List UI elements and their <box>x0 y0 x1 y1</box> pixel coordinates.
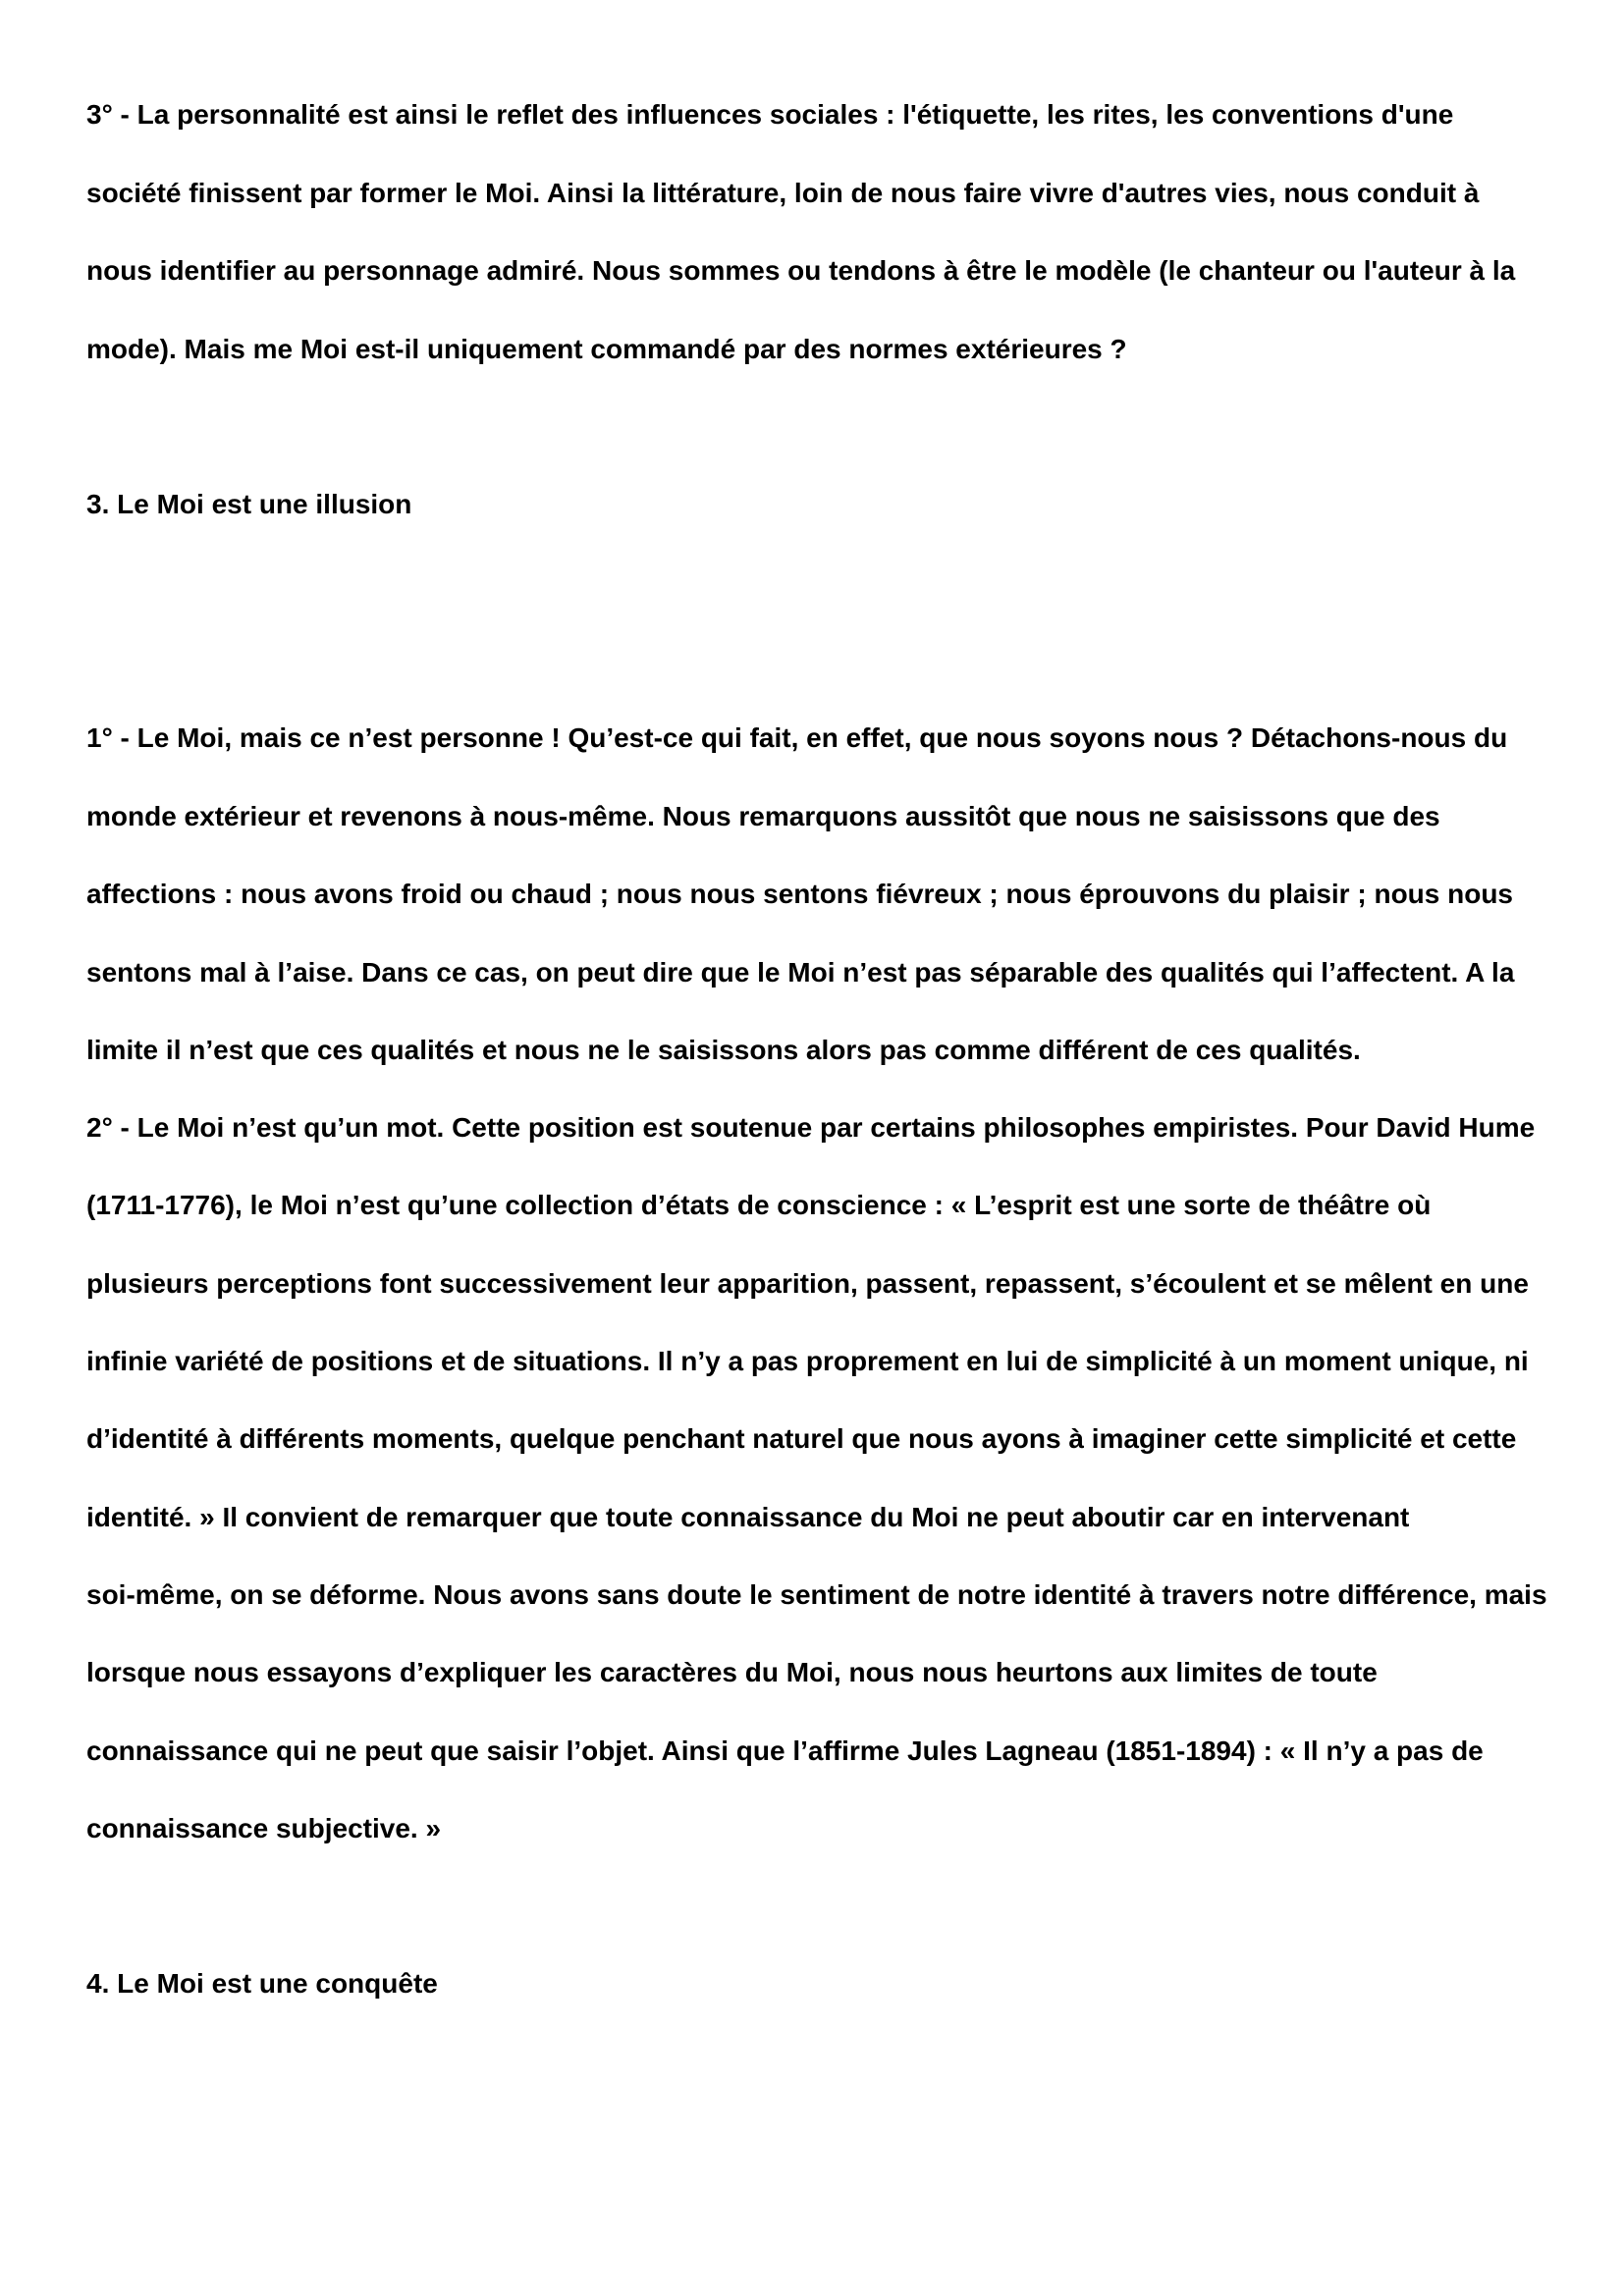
text-line: mode). Mais me Moi est-il uniquement commandé par des normes extérieures ? <box>86 334 1127 364</box>
text-line: soi-même, on se déforme. Nous avons sans doute le sentiment de notre identité à travers notre différence, mais <box>86 1579 1547 1610</box>
section-3-heading: 3. Le Moi est une illusion <box>86 489 412 519</box>
text-line: 3° - La personnalité est ainsi le reflet des influences sociales : l'étiquette, les rites, les conventions d'une <box>86 99 1454 130</box>
text-line: 2° - Le Moi n’est qu’un mot. Cette position est soutenue par certains philosophes empiristes. Pour David Hume <box>86 1112 1536 1143</box>
text-line: connaissance qui ne peut que saisir l’objet. Ainsi que l’affirme Jules Lagneau (1851-1894) : « Il n’y a pas de <box>86 1735 1484 1766</box>
text-line: société finissent par former le Moi. Ainsi la littérature, loin de nous faire vivre d'autres vies, nous conduit à <box>86 178 1480 208</box>
text-line: infinie variété de positions et de situations. Il n’y a pas proprement en lui de simplicité à un moment unique, ni <box>86 1346 1529 1376</box>
text-line: 1° - Le Moi, mais ce n’est personne ! Qu’est-ce qui fait, en effet, que nous soyons nous ? Détachons-nous du <box>86 722 1508 753</box>
text-line: nous identifier au personnage admiré. Nous sommes ou tendons à être le modèle (le chanteur ou l'auteur à la <box>86 255 1516 286</box>
text-line: lorsque nous essayons d’expliquer les caractères du Moi, nous nous heurtons aux limites de toute <box>86 1657 1378 1687</box>
text-line: monde extérieur et revenons à nous-même. Nous remarquons aussitôt que nous ne saisissons que des <box>86 801 1440 831</box>
text-line: connaissance subjective. » <box>86 1813 442 1843</box>
section-4-heading: 4. Le Moi est une conquête <box>86 1968 438 1999</box>
text-line: d’identité à différents moments, quelque penchant naturel que nous ayons à imaginer cette simplicité et cette <box>86 1423 1517 1454</box>
text-line: plusieurs perceptions font successivement leur apparition, passent, repassent, s’écoulent et se mêlent en une <box>86 1268 1529 1299</box>
text-line: limite il n’est que ces qualités et nous ne le saisissons alors pas comme différent de ces qualités. <box>86 1035 1361 1065</box>
text-line: (1711-1776), le Moi n’est qu’une collection d’états de conscience : « L’esprit est une sorte de théâtre où <box>86 1190 1432 1220</box>
text-line: identité. » Il convient de remarquer que toute connaissance du Moi ne peut aboutir car en intervenant <box>86 1502 1410 1532</box>
text-line: affections : nous avons froid ou chaud ; nous nous sentons fiévreux ; nous éprouvons du plaisir ; nous nous <box>86 879 1514 909</box>
text-line: sentons mal à l’aise. Dans ce cas, on peut dire que le Moi n’est pas séparable des qualités qui l’affectent. A la <box>86 957 1515 988</box>
